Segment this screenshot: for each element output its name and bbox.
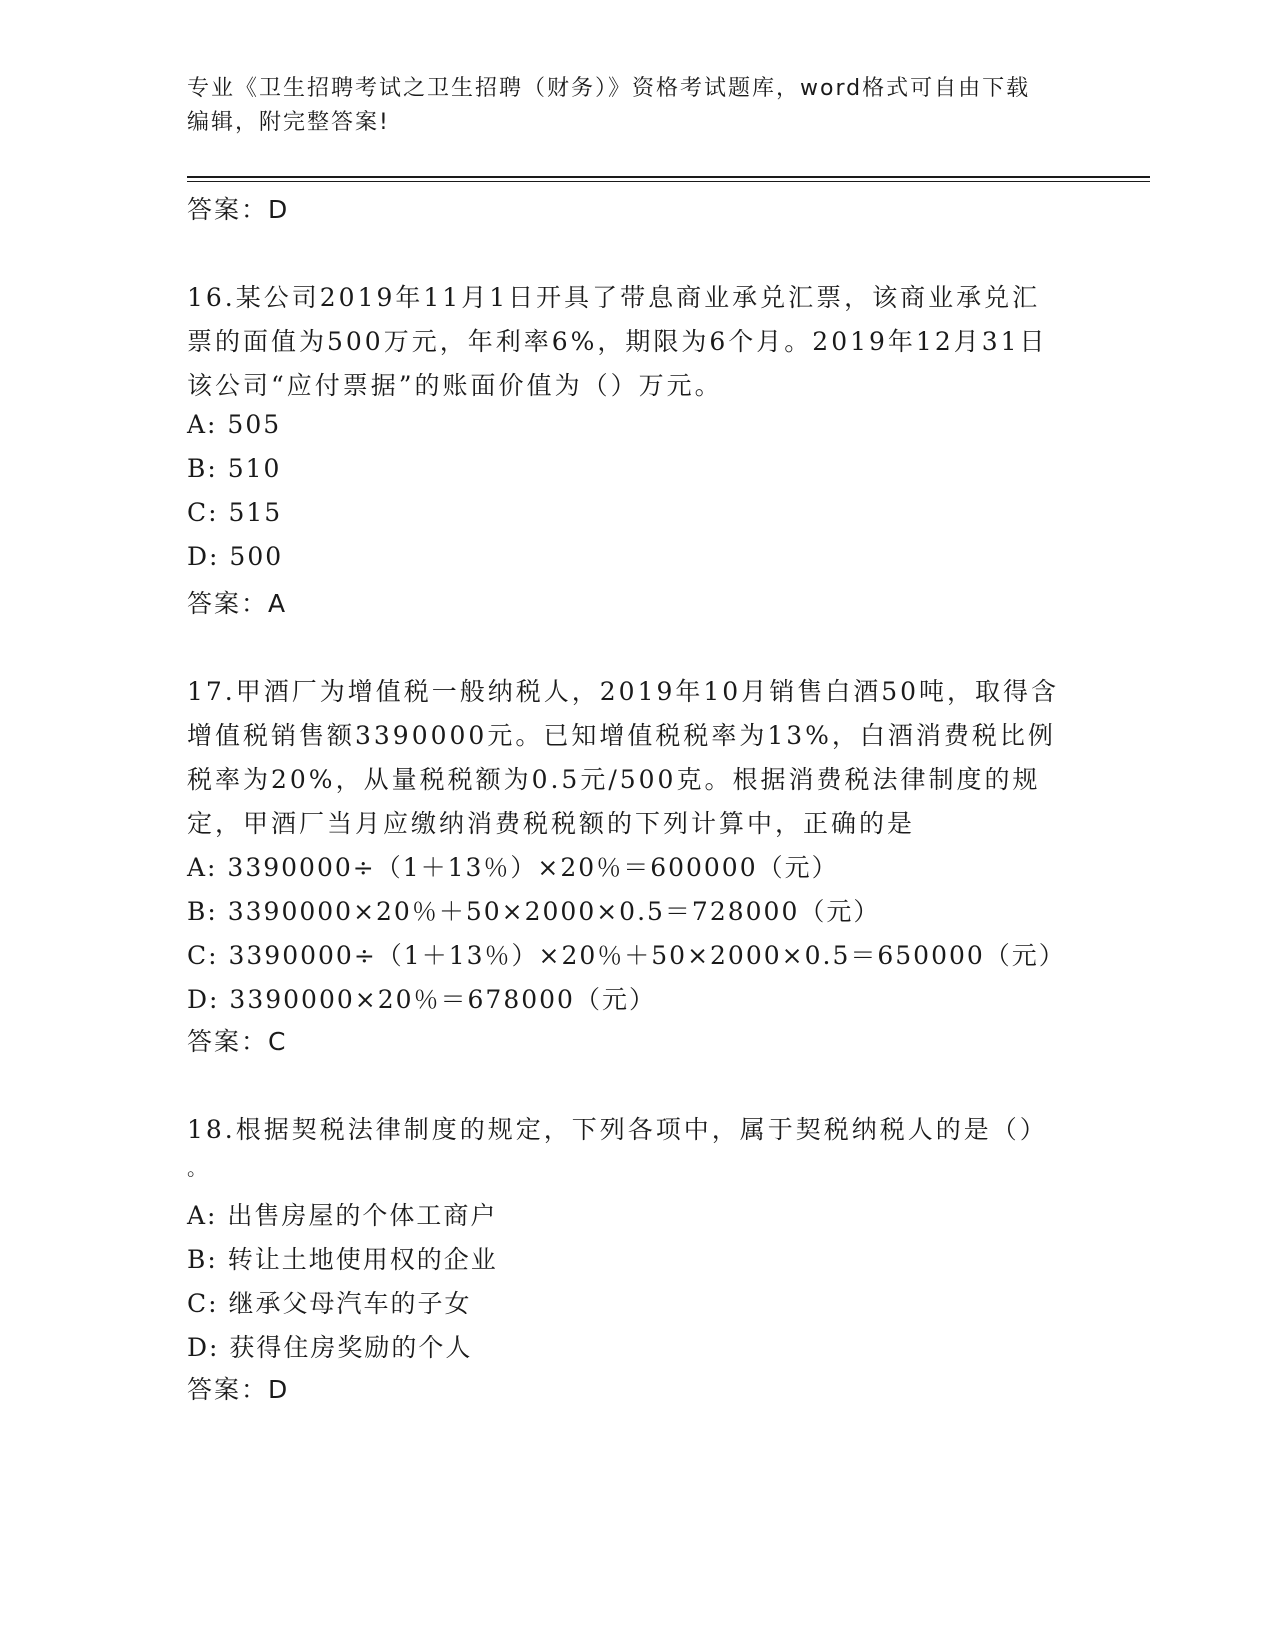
- header-line-1: 专业《卫生招聘考试之卫生招聘（财务）》资格考试题库，word格式可自由下载: [187, 76, 1031, 101]
- question-text-line: 18.根据契税法律制度的规定，下列各项中，属于契税纳税人的是（）: [187, 1115, 1048, 1144]
- previous-answer: 答案：D: [187, 195, 290, 224]
- option-a: A: 出售房屋的个体工商户: [187, 1201, 498, 1230]
- option-d: D: 3390000×20％＝678000（元）: [187, 985, 656, 1014]
- answer-label: 答案：D: [187, 1375, 290, 1404]
- option-d: D: 获得住房奖励的个人: [187, 1333, 473, 1362]
- document-header: [187, 72, 1067, 140]
- header-divider-thin: [187, 181, 1150, 182]
- question-text-line: 。: [187, 1156, 210, 1180]
- answer-label: 答案：C: [187, 1027, 288, 1056]
- option-a: A: 3390000÷（1＋13％）×20％＝600000（元）: [187, 853, 839, 882]
- question-text-line: 17.甲酒厂为增值税一般纳税人，2019年10月销售白酒50吨，取得含: [187, 677, 1060, 706]
- option-c: C: 继承父母汽车的子女: [187, 1289, 472, 1318]
- question-text-line: 税率为20%，从量税税额为0.5元/500克。根据消费税法律制度的规: [187, 765, 1041, 794]
- option-a: A: 505: [187, 410, 282, 439]
- answer-label: 答案：A: [187, 589, 288, 618]
- question-text-line: 16.某公司2019年11月1日开具了带息商业承兑汇票，该商业承兑汇: [187, 283, 1041, 312]
- question-text-line: 增值税销售额3390000元。已知增值税税率为13%，白酒消费税比例: [187, 721, 1056, 750]
- option-b: B: 510: [187, 454, 282, 483]
- question-text-line: 该公司“应付票据”的账面价值为（）万元。: [187, 371, 723, 400]
- header-line-2: 编辑，附完整答案!: [187, 110, 390, 135]
- question-text-line: 票的面值为500万元，年利率6%，期限为6个月。2019年12月31日: [187, 327, 1048, 356]
- option-b: B: 转让土地使用权的企业: [187, 1245, 498, 1274]
- header-divider-thick: [187, 176, 1150, 178]
- option-b: B: 3390000×20％＋50×2000×0.5＝728000（元）: [187, 897, 881, 926]
- option-c: C: 515: [187, 498, 283, 527]
- option-d: D: 500: [187, 542, 284, 571]
- option-c: C: 3390000÷（1＋13％）×20％＋50×2000×0.5＝650000（元）: [187, 941, 1066, 970]
- question-text-line: 定，甲酒厂当月应缴纳消费税税额的下列计算中，正确的是: [187, 809, 916, 838]
